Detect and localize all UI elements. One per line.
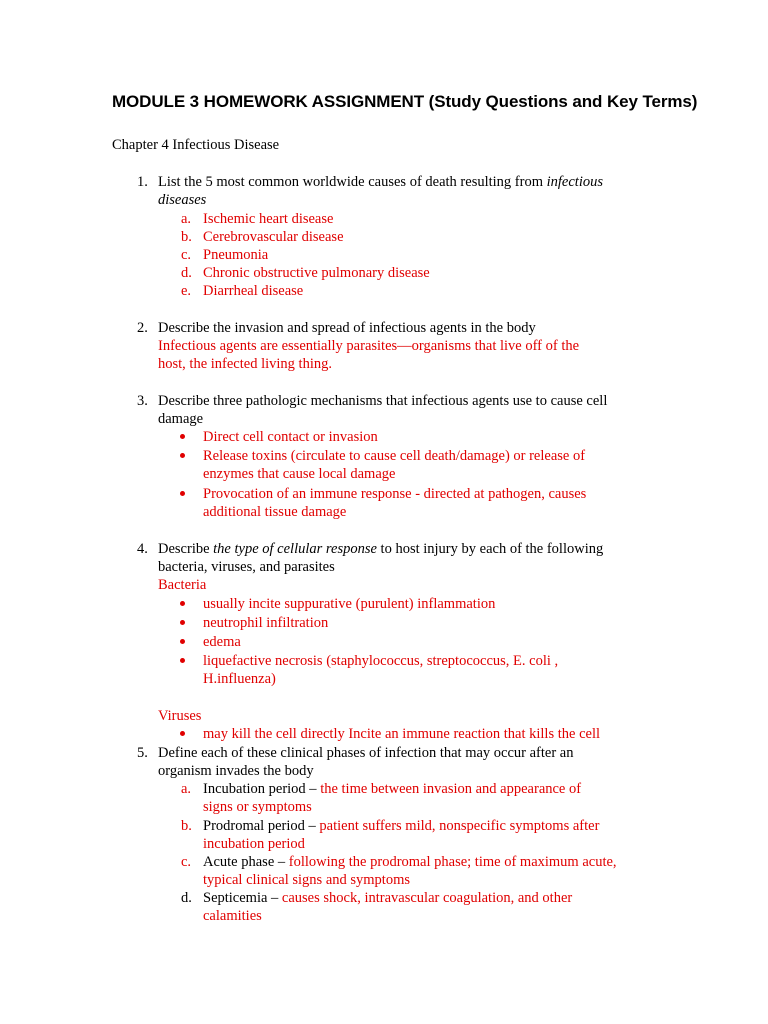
bullet-icon <box>180 620 185 625</box>
bacteria-item-2: neutrophil infiltration <box>203 615 329 631</box>
bacteria-item-4-cont: H.influenza) <box>203 671 276 687</box>
bullet-icon <box>180 639 185 644</box>
question-1-text <box>158 173 603 191</box>
bullet-icon <box>180 453 185 458</box>
chapter-heading: Chapter 4 Infectious Disease <box>112 137 280 153</box>
question-1-prefix: List the 5 most common worldwide causes of death resulting from <box>158 174 547 190</box>
answer-1d: Chronic obstructive pulmonary disease <box>203 265 430 281</box>
bacteria-item-3: edema <box>203 634 241 650</box>
answer-1d-marker: d. <box>181 265 192 281</box>
question-1-number: 1. <box>137 174 148 190</box>
answer-1a-marker: a. <box>181 211 192 227</box>
page-title: MODULE 3 HOMEWORK ASSIGNMENT (Study Questions and Key Terms) <box>112 92 698 111</box>
bullet-icon <box>180 491 185 496</box>
answer-5a-marker: a. <box>181 781 192 797</box>
answer-5a-term: Incubation period – <box>203 781 321 797</box>
question-2-text: Describe the invasion and spread of infectious agents in the body <box>158 320 536 336</box>
answer-5c-term: Acute phase – <box>203 854 289 870</box>
bacteria-item-4: liquefactive necrosis (staphylococcus, streptococcus, E. coli , <box>203 653 559 669</box>
answer-1c-marker: c. <box>181 247 192 263</box>
question-5-text-cont: organism invades the body <box>158 763 314 779</box>
bullet-icon <box>180 658 185 663</box>
answer-5b-term: Prodromal period – <box>203 818 320 834</box>
question-3-number: 3. <box>137 393 148 409</box>
answer-3-item-3-cont: additional tissue damage <box>203 504 347 520</box>
question-2-number: 2. <box>137 320 148 336</box>
answer-5d-term: Septicemia – <box>203 890 282 906</box>
bullet-icon <box>180 601 185 606</box>
bullet-icon <box>180 434 185 439</box>
question-4-number: 4. <box>137 541 148 557</box>
bullet-icon <box>180 731 185 736</box>
question-4-text-cont: bacteria, viruses, and parasites <box>158 559 335 575</box>
answer-3-item-3: Provocation of an immune response - directed at pathogen, causes <box>203 486 587 502</box>
answer-3-item-2: Release toxins (circulate to cause cell death/damage) or release of <box>203 448 586 464</box>
answer-5b-marker: b. <box>181 818 192 834</box>
bacteria-item-1: usually incite suppurative (purulent) inflammation <box>203 596 496 612</box>
question-4-post: to host injury by each of the following <box>376 541 604 557</box>
answer-2-line-2: host, the infected living thing. <box>158 356 332 372</box>
answer-3-item-1: Direct cell contact or invasion <box>203 429 378 445</box>
question-5-text: Define each of these clinical phases of infection that may occur after an <box>158 745 574 761</box>
answer-5a-cont: signs or symptoms <box>203 799 312 815</box>
answer-1e: Diarrheal disease <box>203 283 304 299</box>
answer-1e-marker: e. <box>181 283 192 299</box>
answer-5c-marker: c. <box>181 854 192 870</box>
question-3-text-cont: damage <box>158 411 204 427</box>
answer-5a-definition: the time between invasion and appearance of <box>320 781 582 797</box>
answer-5c-cont: typical clinical signs and symptoms <box>203 872 411 888</box>
virus-item-1: may kill the cell directly Incite an immune reaction that kills the cell <box>203 726 601 742</box>
answer-5c <box>203 853 617 871</box>
answer-5a <box>203 780 581 798</box>
question-4-italic: the type of cellular response <box>213 541 377 557</box>
question-5-number: 5. <box>137 745 148 761</box>
bacteria-label: Bacteria <box>158 577 207 593</box>
answer-5d-marker: d. <box>181 890 192 906</box>
answer-5b-definition: patient suffers mild, nonspecific symptoms after <box>319 818 600 834</box>
answer-5d-definition: causes shock, intravascular coagulation, and other <box>281 890 573 906</box>
answer-5d <box>203 889 572 907</box>
answer-1a: Ischemic heart disease <box>203 211 334 227</box>
answer-1b: Cerebrovascular disease <box>203 229 344 245</box>
answer-1b-marker: b. <box>181 229 192 245</box>
question-1-text-cont: diseases <box>158 192 207 208</box>
answer-5d-cont: calamities <box>203 908 262 924</box>
question-4-pre: Describe <box>158 541 214 557</box>
answer-2-line-1: Infectious agents are essentially parasites—organisms that live off of the <box>158 338 580 354</box>
answer-1c: Pneumonia <box>203 247 269 263</box>
question-1-italic: infectious <box>546 174 603 190</box>
question-4-text <box>158 540 603 558</box>
answer-5c-definition: following the prodromal phase; time of maximum acute, <box>288 854 617 870</box>
viruses-label: Viruses <box>158 708 202 724</box>
answer-5b-cont: incubation period <box>203 836 305 852</box>
question-3-text: Describe three pathologic mechanisms that infectious agents use to cause cell <box>158 393 608 409</box>
answer-3-item-2-cont: enzymes that cause local damage <box>203 466 396 482</box>
answer-5b <box>203 817 599 835</box>
